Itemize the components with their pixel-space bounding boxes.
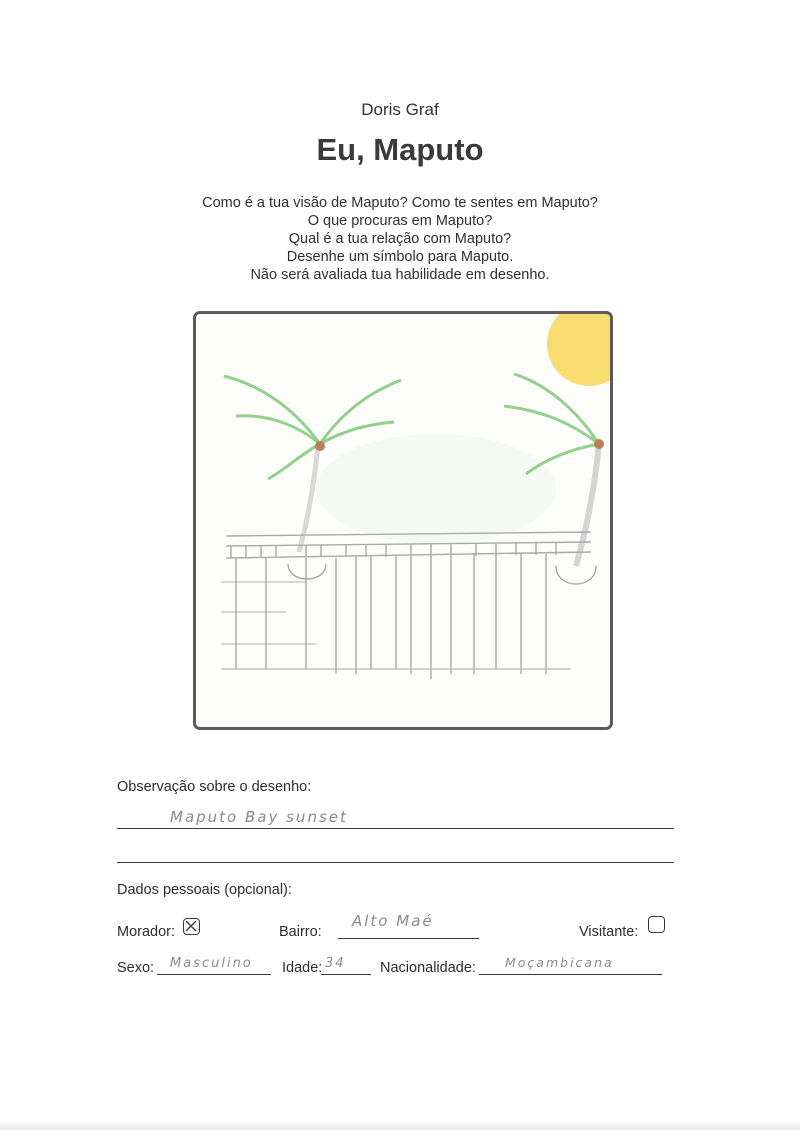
sex-value: Masculino — [170, 956, 253, 971]
prompt-line: Como é a tua visão de Maputo? Como te sentes em Maputo? — [202, 195, 598, 211]
neighborhood-value: Alto Maé — [352, 912, 434, 930]
page-title: Eu, Maputo — [316, 132, 484, 167]
observation-value: Maputo Bay sunset — [170, 808, 348, 826]
age-line — [321, 974, 371, 975]
resident-label: Morador: — [117, 924, 176, 940]
age-value: 34 — [325, 956, 346, 971]
age-label: Idade: — [282, 960, 323, 976]
author-name: Doris Graf — [361, 100, 439, 119]
sky-wash — [316, 434, 556, 544]
resident-checkbox[interactable] — [183, 918, 200, 935]
neighborhood-line — [338, 938, 479, 939]
sun — [547, 314, 610, 386]
observation-line-1 — [117, 828, 674, 829]
nationality-line — [479, 974, 662, 975]
prompt-line: Desenhe um símbolo para Maputo. — [286, 249, 514, 265]
coconut-right — [594, 439, 604, 449]
prompt-line: O que procuras em Maputo? — [307, 213, 493, 229]
visitor-label: Visitante: — [579, 924, 639, 940]
personal-data-label: Dados pessoais (opcional): — [117, 882, 292, 898]
palm-trunk-left — [299, 446, 318, 552]
observation-label: Observação sobre o desenho: — [117, 779, 312, 795]
pier — [221, 532, 596, 679]
visitor-checkbox[interactable] — [648, 916, 665, 933]
nationality-value: Moçambicana — [505, 955, 614, 970]
palm-trunk-right — [576, 444, 599, 566]
scan-edge — [0, 1120, 800, 1130]
prompt-text — [0, 194, 800, 284]
prompt-line: Qual é a tua relação com Maputo? — [288, 231, 512, 247]
sex-line — [157, 974, 271, 975]
sex-label: Sexo: — [117, 960, 155, 976]
checkmark-x-icon — [184, 919, 198, 933]
nationality-label: Nacionalidade: — [380, 960, 476, 976]
neighborhood-label: Bairro: — [279, 924, 322, 940]
drawing-illustration — [196, 314, 610, 727]
coconut-left — [315, 441, 325, 451]
observation-line-2 — [117, 862, 674, 863]
drawing-frame — [193, 311, 613, 730]
prompt-line: Não será avaliada tua habilidade em desenho. — [250, 267, 550, 283]
